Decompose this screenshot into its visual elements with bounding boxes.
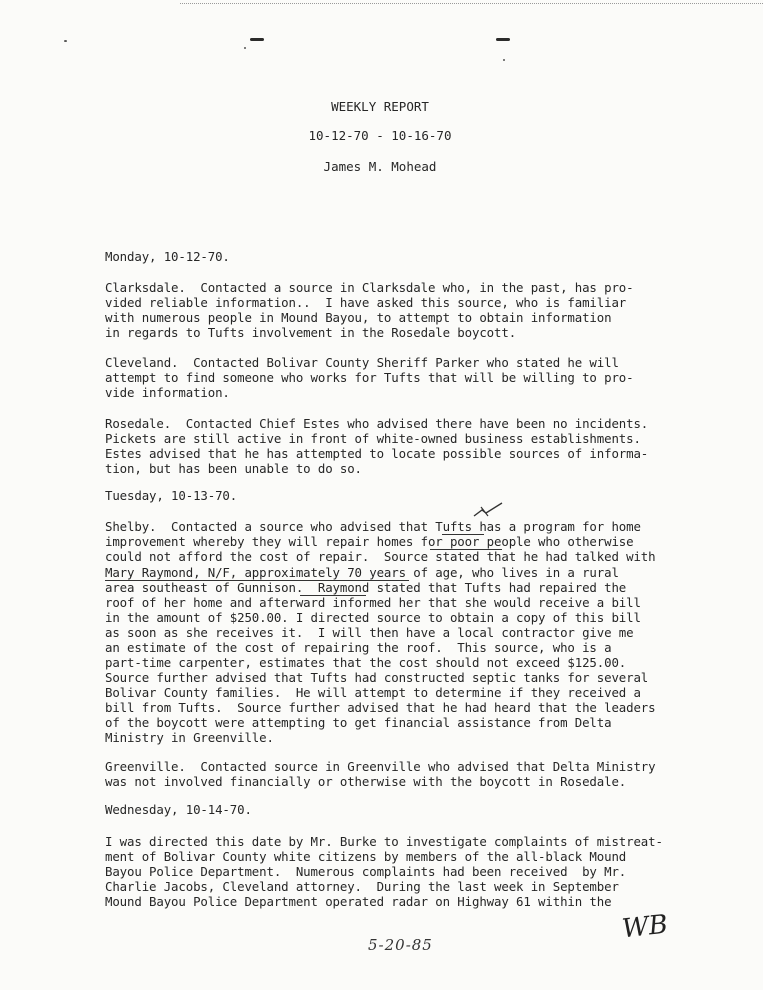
top-edge-perforation xyxy=(180,3,763,4)
report-title: WEEKLY REPORT xyxy=(331,99,429,114)
paragraph-line: Bolivar County families. He will attempt to determine if they received a xyxy=(105,685,641,700)
paragraph-line: Greenville. Contacted source in Greenville who advised that Delta Ministry xyxy=(105,759,656,774)
paragraph-line: Estes advised that he has attempted to locate possible sources of informa- xyxy=(105,446,649,461)
paragraph-line: Rosedale. Contacted Chief Estes who advised there have been no incidents. xyxy=(105,416,649,431)
paragraph-line: I was directed this date by Mr. Burke to investigate complaints of mistreat- xyxy=(105,834,663,849)
paragraph-line: an estimate of the cost of repairing the roof. This source, who is a xyxy=(105,640,612,655)
paragraph-line: improvement whereby they will repair homes for poor people who otherwise xyxy=(105,534,634,549)
paragraph-line: vided reliable information.. I have asked this source, who is familiar xyxy=(105,295,627,310)
handwritten-page-number: 5-20-85 xyxy=(368,936,433,954)
handwritten-underline xyxy=(105,580,409,581)
report-date-range: 10-12-70 - 10-16-70 xyxy=(308,128,452,143)
report-author: James M. Mohead xyxy=(323,159,437,174)
paragraph-line: Charlie Jacobs, Cleveland attorney. During the last week in September xyxy=(105,879,619,894)
paragraph-line: Mary Raymond, N/F, approximately 70 years of age, who lives in a rural xyxy=(105,565,619,580)
handwritten-initials: WB xyxy=(620,909,670,945)
paragraph-line: Mound Bayou Police Department operated radar on Highway 61 within the xyxy=(105,894,612,909)
paragraph-line: Clarksdale. Contacted a source in Clarksdale who, in the past, has pro- xyxy=(105,280,634,295)
handwritten-underline xyxy=(430,549,502,550)
paragraph-line: Pickets are still active in front of white-owned business establishments. xyxy=(105,431,641,446)
paragraph-line: attempt to find someone who works for Tufts that will be willing to pro- xyxy=(105,370,634,385)
paragraph-line: Cleveland. Contacted Bolivar County Sheriff Parker who stated he will xyxy=(105,355,619,370)
paragraph-line: Bayou Police Department. Numerous complaints had been received by Mr. xyxy=(105,864,627,879)
paragraph-line: vide information. xyxy=(105,385,230,400)
paragraph-line: Shelby. Contacted a source who advised that Tufts has a program for home xyxy=(105,519,641,534)
day-heading-tuesday: Tuesday, 10-13-70. xyxy=(105,488,238,503)
paragraph-line: part-time carpenter, estimates that the cost should not exceed $125.00. xyxy=(105,655,627,670)
handwritten-check-icon xyxy=(472,500,506,520)
day-heading-monday: Monday, 10-12-70. xyxy=(105,249,230,264)
paragraph-line: in regards to Tufts involvement in the Rosedale boycott. xyxy=(105,325,517,340)
paragraph-line: could not afford the cost of repair. Source stated that he had talked with xyxy=(105,549,656,564)
handwritten-underline xyxy=(300,595,366,596)
day-heading-wednesday: Wednesday, 10-14-70. xyxy=(105,802,252,817)
paragraph-line: area southeast of Gunnison. Raymond stated that Tufts had repaired the xyxy=(105,580,627,595)
paragraph-line: was not involved financially or otherwise with the boycott in Rosedale. xyxy=(105,774,627,789)
paragraph-line: Source further advised that Tufts had constructed septic tanks for several xyxy=(105,670,649,685)
speck-1 xyxy=(64,40,67,42)
paragraph-line: ment of Bolivar County white citizens by members of the all-black Mound xyxy=(105,849,627,864)
paragraph-line: in the amount of $250.00. I directed source to obtain a copy of this bill xyxy=(105,610,641,625)
handwritten-underline xyxy=(442,534,484,535)
speck-2 xyxy=(244,47,246,49)
paragraph-line: roof of her home and afterward informed her that she would receive a bill xyxy=(105,595,641,610)
paragraph-line: with numerous people in Mound Bayou, to attempt to obtain information xyxy=(105,310,612,325)
punch-mark-right xyxy=(496,38,510,41)
speck-3 xyxy=(503,59,505,61)
paragraph-line: Ministry in Greenville. xyxy=(105,730,274,745)
paragraph-line: as soon as she receives it. I will then have a local contractor give me xyxy=(105,625,634,640)
punch-mark-left xyxy=(250,38,264,41)
paragraph-line: of the boycott were attempting to get financial assistance from Delta xyxy=(105,715,612,730)
paragraph-line: tion, but has been unable to do so. xyxy=(105,461,362,476)
paragraph-line: bill from Tufts. Source further advised that he had heard that the leaders xyxy=(105,700,656,715)
